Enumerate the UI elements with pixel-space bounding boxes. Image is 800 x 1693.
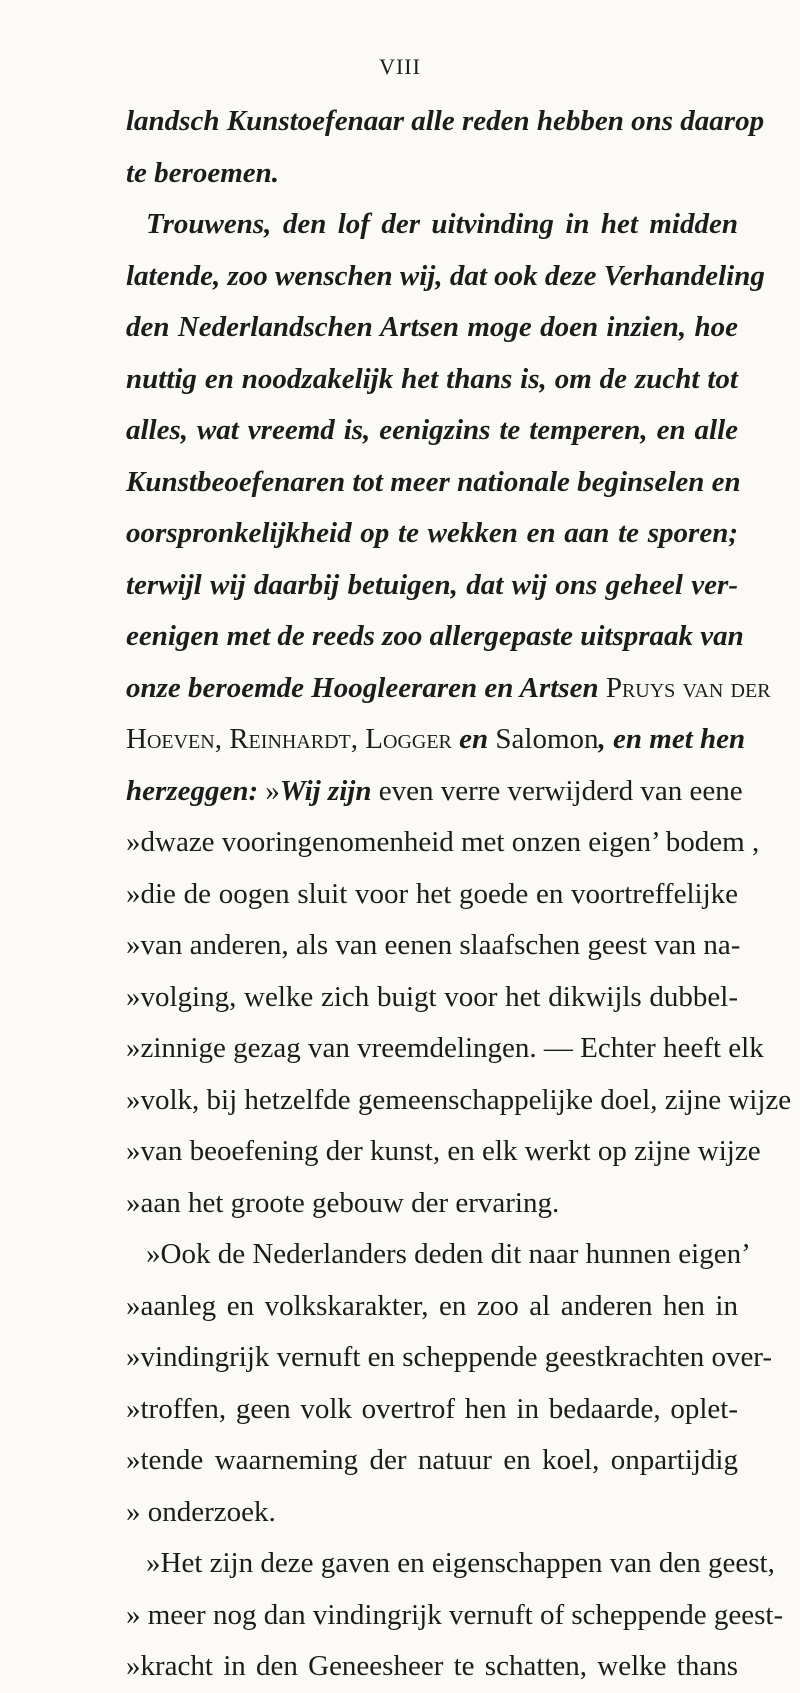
text-line: [126, 663, 771, 715]
text-segment: ,: [350, 723, 366, 755]
text-line: »van beoefening der kunst, en elk werkt op zijne wijze: [126, 1135, 761, 1167]
text-line: »dwaze vooringenomenheid met onzen eigen’ bodem ,: [126, 826, 760, 858]
text-segment: Wij zijn: [279, 774, 372, 807]
text-line: »zinnige gezag van vreemdelingen. — Echter heeft elk: [126, 1032, 764, 1064]
text-line: »vindingrijk vernuft en scheppende geestkrachten over-: [126, 1341, 773, 1373]
text-line: Trouwens, den lof der uitvinding in het midden: [146, 208, 738, 240]
text-line: te beroemen.: [126, 156, 280, 189]
text-line: [126, 766, 743, 818]
text-line: »kracht in den Geneesheer te schatten, welke thans: [126, 1650, 738, 1682]
text-segment: even verre verwijderd van eene: [371, 774, 743, 807]
text-segment: onze beroemde Hoogleeraren en Artsen: [126, 671, 606, 704]
text-line: alles, wat vreemd is, eenigzins te temperen, en alle: [126, 414, 738, 446]
text-line: »aan het groote gebouw der ervaring.: [126, 1186, 560, 1219]
text-line: »volging, welke zich buigt voor het dikwijls dubbel-: [126, 980, 738, 1013]
text-line: landsch Kunstoefenaar alle reden hebben ons daarop: [126, 105, 765, 137]
author-name: Pruys van der: [605, 671, 771, 704]
text-line: »van anderen, als van eenen slaafschen geest van na-: [126, 929, 741, 961]
text-line: »volk, bij hetzelfde gemeenschappelijke doel, zijne wijze: [126, 1083, 792, 1116]
page-number: VIII: [379, 54, 421, 79]
text-line: »Het zijn deze gaven en eigenschappen van den geest,: [146, 1547, 775, 1579]
text-line: oorspronkelijkheid op te wekken en aan te sporen;: [126, 517, 738, 549]
text-line: eenigen met de reeds zoo allergepaste uitspraak van: [126, 620, 744, 652]
author-name: Hoeven: [126, 723, 215, 755]
text-line: »die de oogen sluit voor het goede en voortreffelijke: [126, 877, 738, 910]
body-text: [126, 96, 792, 1693]
text-segment: Salomon: [495, 723, 599, 755]
text-line: terwijl wij daarbij betuigen, dat wij ons geheel ver-: [126, 568, 738, 601]
text-segment: , en met hen: [598, 723, 746, 755]
text-line: »aanleg en volkskarakter, en zoo al anderen hen in: [126, 1289, 738, 1322]
text-segment: »: [265, 774, 280, 807]
text-line: »troffen, geen volk overtrof hen in bedaarde, oplet-: [126, 1392, 738, 1425]
text-segment: en: [451, 723, 496, 755]
text-line: latende, zoo wenschen wij, dat ook deze Verhandeling: [126, 259, 765, 292]
text-line: » meer nog dan vindingrijk vernuft of scheppende geest-: [126, 1598, 784, 1631]
author-name: Logger: [365, 723, 452, 755]
text-segment: ,: [214, 723, 230, 755]
text-line: den Nederlandschen Artsen moge doen inzien, hoe: [126, 311, 738, 343]
text-line: Kunstbeoefenaren tot meer nationale beginselen en: [126, 465, 741, 498]
text-line: »tende waarneming der natuur en koel, onpartijdig: [126, 1444, 738, 1476]
text-line: » onderzoek.: [126, 1495, 276, 1528]
text-line: [126, 714, 746, 766]
text-segment: herzeggen:: [126, 774, 266, 807]
text-line: »Ook de Nederlanders deden dit naar hunnen eigen’: [146, 1238, 751, 1270]
text-line: nuttig en noodzakelijk het thans is, om de zucht tot: [126, 362, 738, 395]
author-name: Reinhardt: [229, 723, 351, 755]
